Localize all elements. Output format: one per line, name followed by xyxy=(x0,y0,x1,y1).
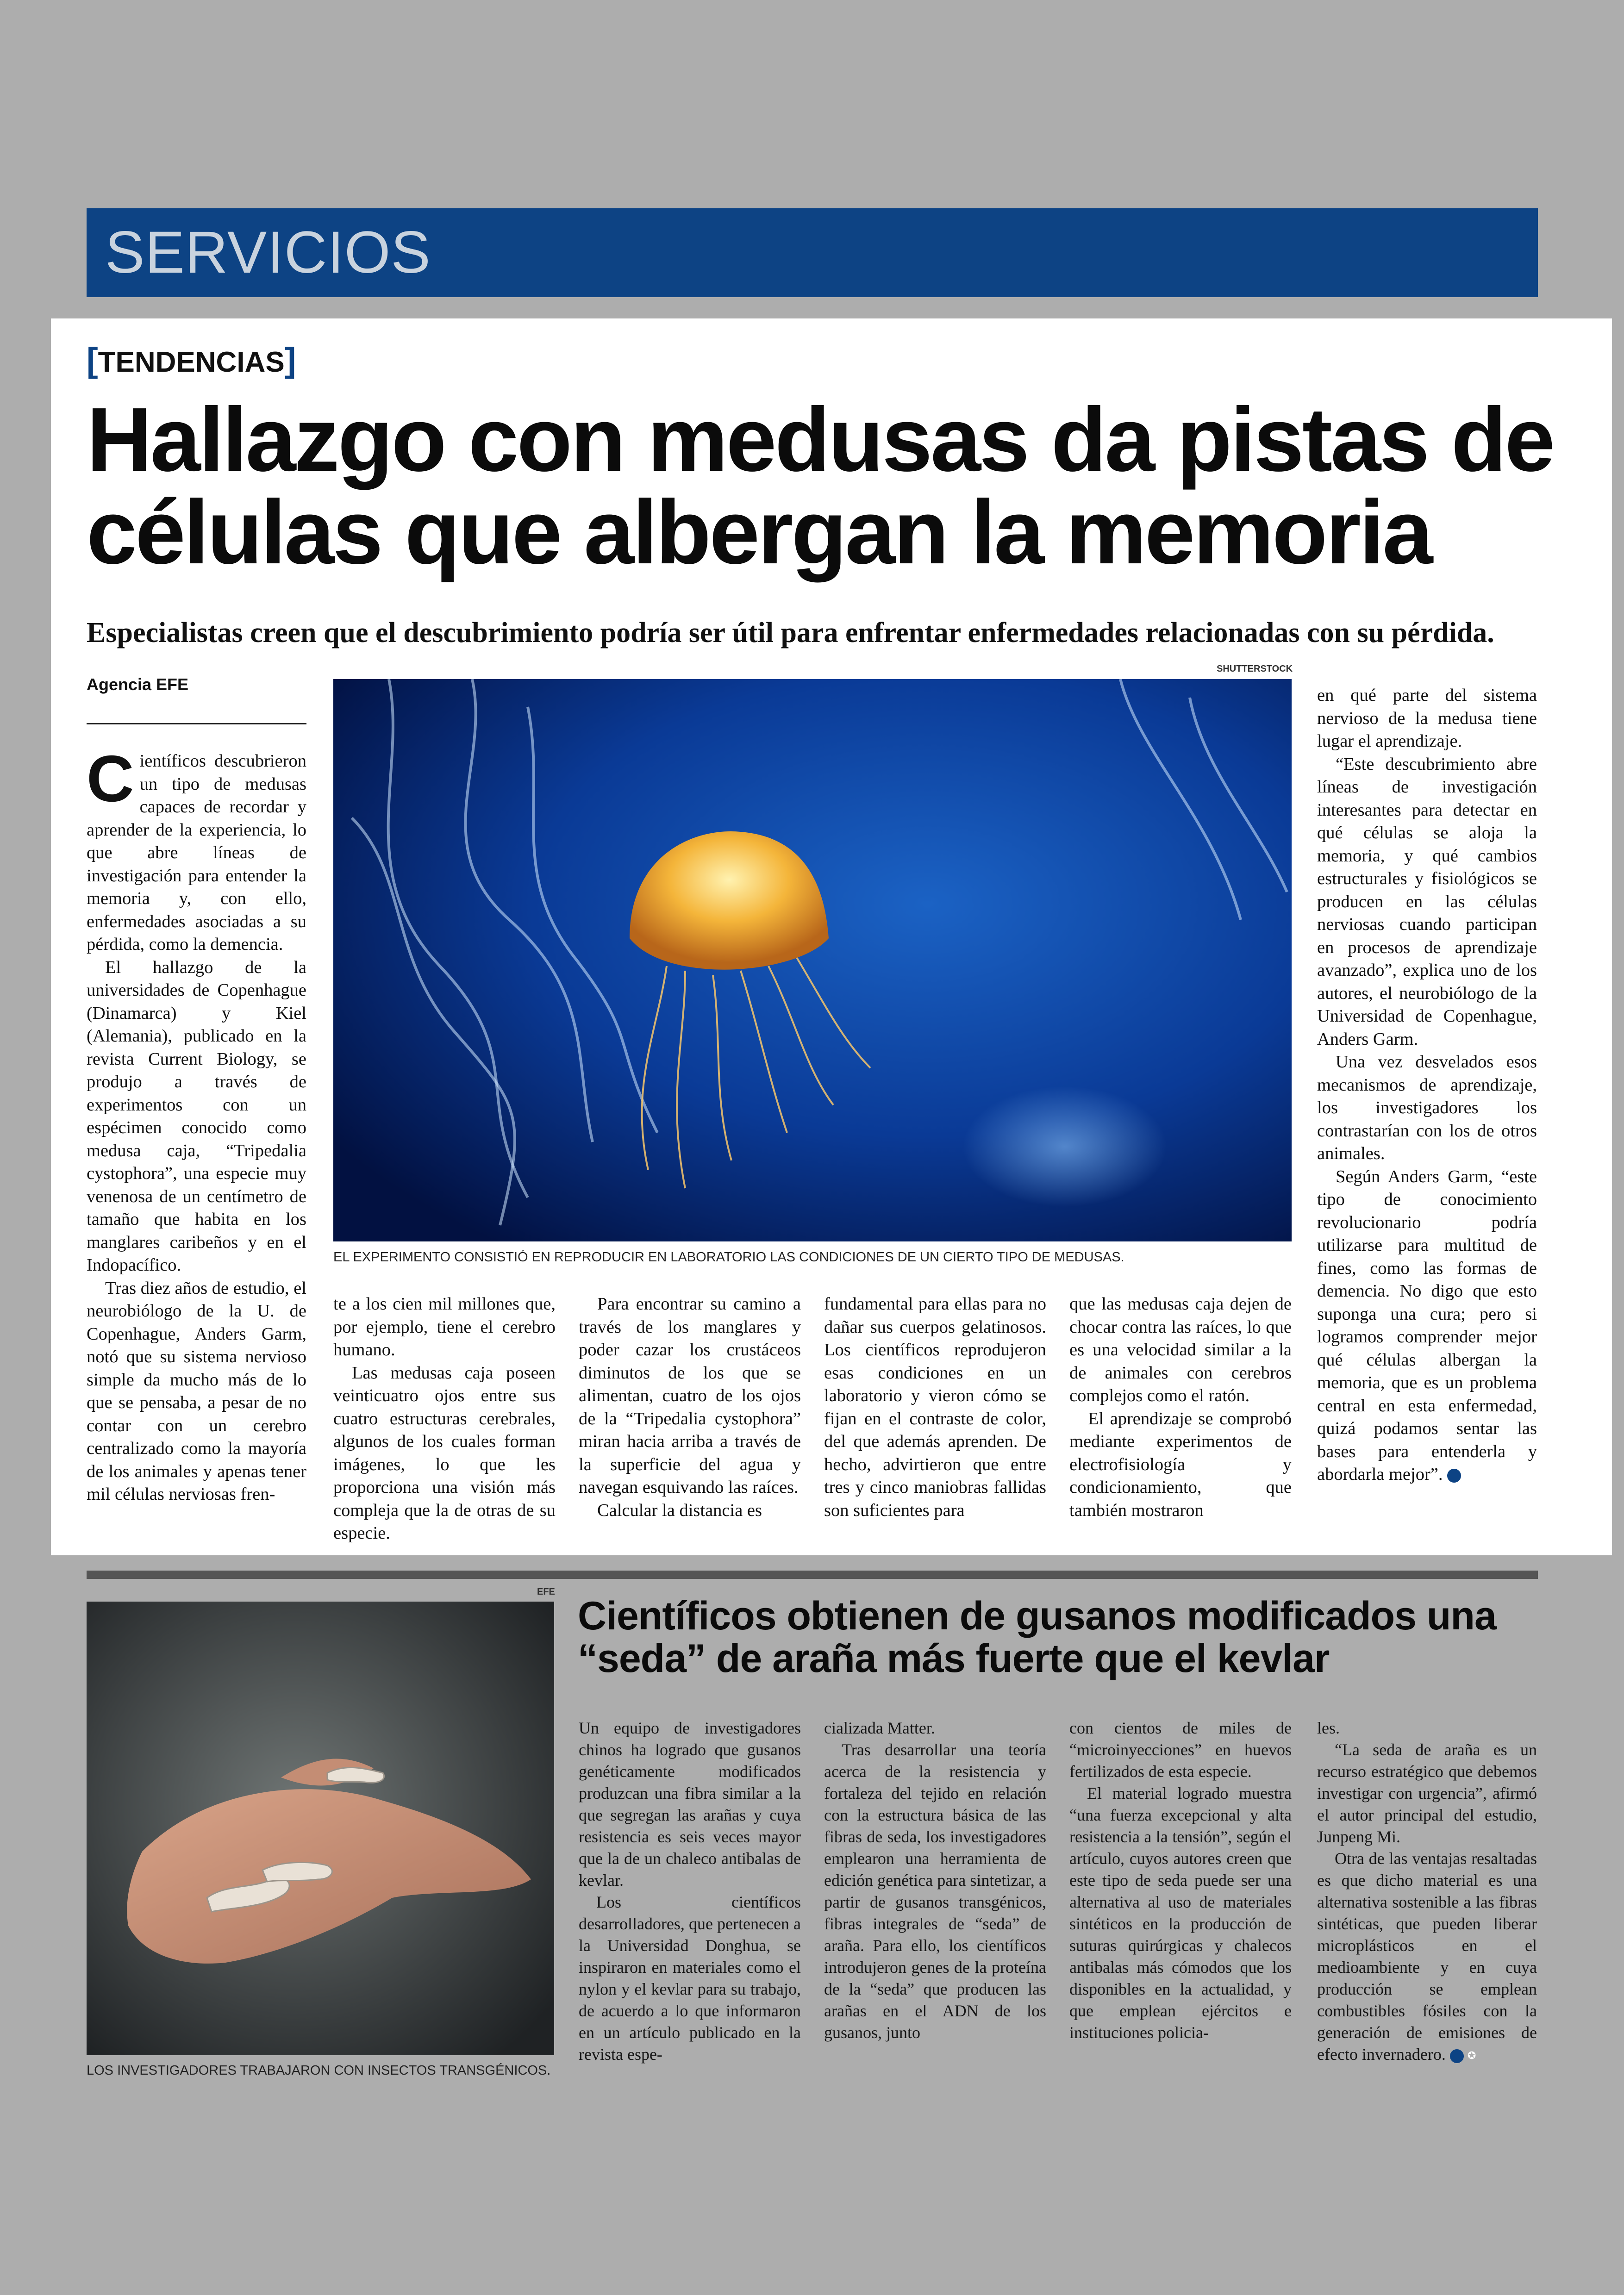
photo2-credit: EFE xyxy=(537,1587,555,1597)
article-column-4 xyxy=(824,1293,1046,1522)
article-column-3 xyxy=(579,1293,801,1522)
paragraph: Según Anders Garm, “este tipo de conocimiento revolucionario podría utilizarse para multitud de fines, como las formas de demencia. No digo que esto suponga una cura; pero si logramos comprender mejor qué células albergan la memoria, que es un problema central en esta enfermedad, quizá podamos sentar las bases para entenderla y abordarla mejor”. ✪ xyxy=(1317,1166,1537,1484)
headline-line-1: Hallazgo con medusas da pistas de xyxy=(87,389,1554,490)
article-column-2 xyxy=(333,1293,556,1545)
article-column-6 xyxy=(1317,684,1537,1486)
byline: Agencia EFE xyxy=(87,675,189,694)
article2-column-3 xyxy=(1069,1717,1292,2044)
jellyfish-photo xyxy=(333,679,1292,1241)
end-mark-icon: ✪ xyxy=(1447,1469,1461,1483)
paragraph: Los científicos desarrolladores, que pertenecen a la Universidad Donghua, se inspiraron en materiales como el nylon y el kevlar para su trabajo, de acuerdo a lo que informaron en un artículo publicado en la revista espe- xyxy=(579,1893,801,2064)
kicker-label: TENDENCIAS xyxy=(98,346,285,378)
photo-caption: EL EXPERIMENTO CONSISTIÓ EN REPRODUCIR EN LABORATORIO LAS CONDICIONES DE UN CIERTO TIPO DE MEDUSAS. xyxy=(333,1250,1124,1265)
drop-cap: C xyxy=(87,742,134,816)
paragraph: te a los cien mil millones que, por ejemplo, tiene el cerebro humano. xyxy=(333,1294,556,1360)
paragraph: Un equipo de investigadores chinos ha logrado que gusanos genéticamente modificados produzcan una fibra similar a la que segregan las arañas y cuya resistencia es seis veces mayor que la de un chaleco antibalas de kevlar. xyxy=(579,1719,801,1890)
paragraph: “Este descubrimiento abre líneas de investigación interesantes para detectar en qué células se aloja la memoria, y qué cambios estructurales y fisiológicos se producen en las células nerviosas cuando participan en procesos de aprendizaje avanzado”, explica uno de los autores, el neurobiólogo de la Universidad de Copenhague, Anders Garm. xyxy=(1317,754,1537,1049)
paragraph: que las medusas caja dejen de chocar contra las raíces, lo que es una velocidad similar a la de animales con cerebros complejos como el ratón. xyxy=(1069,1294,1292,1405)
paragraph: les. xyxy=(1317,1719,1340,1737)
byline-divider xyxy=(87,723,306,724)
paragraph: El material logrado muestra “una fuerza excepcional y alta resistencia a la tensión”, según el artículo, cuyos autores creen que este tipo de seda puede ser una alternativa al uso de materiales sintéticos en la producción de suturas quirúrgicas y chalecos antibalas más cómodos que los disponibles en la actualidad, y que emplean ejércitos e instituciones policia- xyxy=(1069,1784,1292,2042)
paragraph: Científicos descubrieron un tipo de medusas capaces de recordar y aprender de la experiencia, lo que abre líneas de investigación para entender la memoria y, con ello, enfermedades asociadas a su pérdida, como la demencia. xyxy=(87,742,306,954)
article2-column-4 xyxy=(1317,1717,1537,2065)
headline2-line-1: Científicos obtienen de gusanos modificados una xyxy=(578,1594,1496,1638)
paragraph: Una vez desvelados esos mecanismos de aprendizaje, los investigadores los contrastarían con los de otros animales. xyxy=(1317,1052,1537,1163)
paragraph: Para encontrar su camino a través de los manglares y poder cazar los crustáceos diminutos de los que se alimentan, cuatro de los ojos de la “Tripedalia cystophora” miran hacia arriba a través de la superficie del agua y navegan esquivando las raíces. xyxy=(579,1294,801,1497)
paragraph: Calcular la distancia es xyxy=(597,1500,762,1520)
paragraph: en qué parte del sistema nervioso de la medusa tiene lugar el aprendizaje. xyxy=(1317,686,1537,751)
paragraph: cializada Matter. xyxy=(824,1719,935,1737)
article-divider xyxy=(87,1571,1538,1579)
article2-headline xyxy=(578,1595,1550,1680)
article-kicker: [TENDENCIAS] xyxy=(87,341,296,379)
end-mark-icon: ✪ xyxy=(1450,2049,1464,2063)
article-column-1 xyxy=(87,742,306,1506)
article-column-5 xyxy=(1069,1293,1292,1522)
paragraph: Las medusas caja poseen veinticuatro ojos entre sus cuatro estructuras cerebrales, algunos de los cuales forman imágenes, lo que les proporciona una visión más compleja que la de otras de su especie. xyxy=(333,1363,556,1543)
hand-with-worms-illustration xyxy=(87,1602,554,2055)
paragraph: “La seda de araña es un recurso estratégico que debemos investigar con urgencia”, afirmó el autor principal del estudio, Junpeng Mi. xyxy=(1317,1740,1537,1846)
paragraph: con cientos de miles de “microinyecciones” en huevos fertilizados de esta especie. xyxy=(1069,1719,1292,1781)
article-subhead: Especialistas creen que el descubrimiento podría ser útil para enfrentar enfermedades relacionadas con su pérdida. xyxy=(87,617,1494,649)
headline2-line-2: “seda” de araña más fuerte que el kevlar xyxy=(578,1636,1330,1681)
paragraph: Otra de las ventajas resaltadas es que dicho material es una alternativa sostenible a las fibras sintéticas, que pueden liberar microplásticos en el medioambiente y en cuya producción se emplean combustibles fósiles con la generación de emisiones de efecto invernadero. ✪ xyxy=(1317,1849,1537,2064)
article2-column-2 xyxy=(824,1717,1046,2044)
paragraph: El aprendizaje se comprobó mediante experimentos de electrofisiología y condicionamiento, que también mostraron xyxy=(1069,1409,1292,1520)
section-title: SERVICIOS xyxy=(105,219,431,286)
paragraph: El hallazgo de la universidades de Copenhague (Dinamarca) y Kiel (Alemania), publicado en la revista Current Biology, se produjo a través de experimentos con un espécimen conocido como medusa caja, “Tripedalia cystophora”, una especie muy venenosa de un centímetro de tamaño que habita en los manglares caribeños y en el Indopacífico. xyxy=(87,957,306,1275)
photo2-caption: LOS INVESTIGADORES TRABAJARON CON INSECTOS TRANSGÉNICOS. xyxy=(87,2063,551,2078)
paragraph: fundamental para ellas para no dañar sus cuerpos gelatinosos. Los científicos reprodujeron esas condiciones en un laboratorio y vieron cómo se fijan en el contraste de color, del que además aprenden. De hecho, advirtieron que entre tres y cinco maniobras fallidas son suficientes para xyxy=(824,1294,1046,1520)
paragraph: Tras desarrollar una teoría acerca de la resistencia y fortaleza del tejido en relación con la estructura básica de las fibras de seda, los investigadores emplearon una herramienta de edición genética para sintetizar, a partir de gusanos transgénicos, fibras integrales de “seda” de araña. Para ello, los científicos introdujeron genes de la proteína de la “seda” que producen las arañas en el ADN de los gusanos, junto xyxy=(824,1740,1046,2042)
article-headline xyxy=(87,389,1568,583)
paragraph: Tras diez años de estudio, el neurobiólogo de la U. de Copenhague, Anders Garm, notó que su sistema nervioso simple da mucho más de lo que se pensaba, a pesar de no contar con un cerebro centralizado como la mayoría de los animales y apenas tener mil células nerviosas fren- xyxy=(87,1278,306,1504)
jellyfish-illustration xyxy=(333,679,1292,1241)
silkworm-photo xyxy=(87,1602,554,2055)
photo-credit: SHUTTERSTOCK xyxy=(1217,664,1293,674)
headline-line-2: células que albergan la memoria xyxy=(87,481,1431,583)
section-banner xyxy=(87,208,1538,297)
article2-column-1 xyxy=(579,1717,801,2065)
